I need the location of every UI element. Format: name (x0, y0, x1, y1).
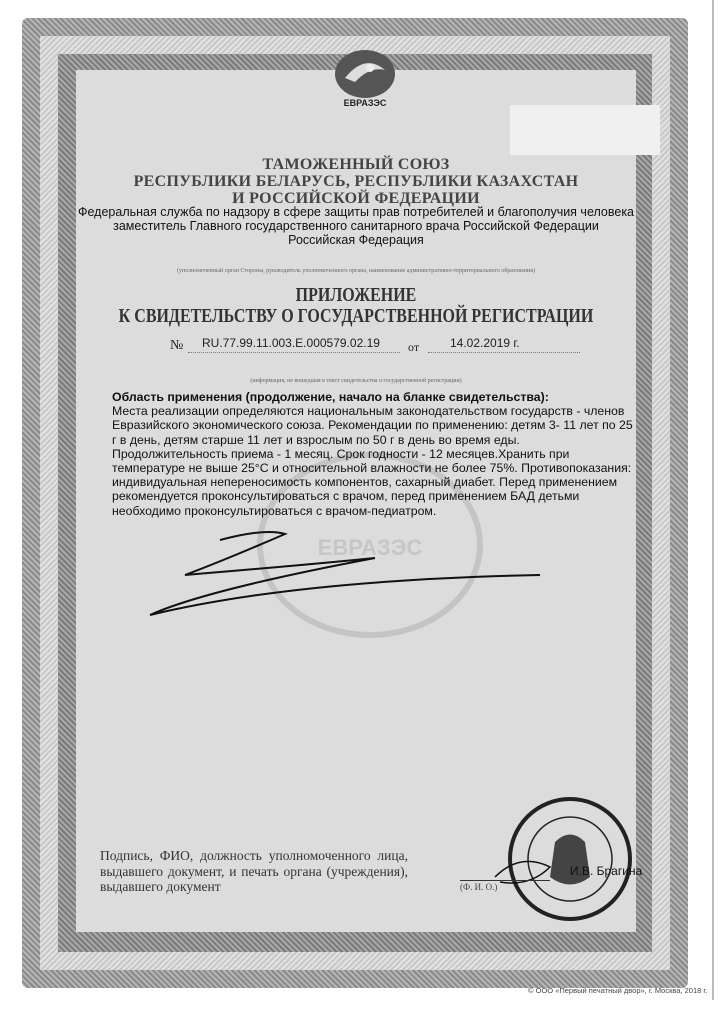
svg-text:ЕВРАЗЭС: ЕВРАЗЭС (317, 535, 423, 560)
redacted-patch (510, 105, 660, 155)
organization-line-2: заместитель Главного государственного санитарного врача Российской Федерации (113, 219, 599, 233)
logo-text: ЕВРАЗЭС (343, 98, 387, 108)
scope-section (112, 390, 634, 518)
organization-line-3: Российская Федерация (288, 233, 424, 247)
header-line-2: РЕСПУБЛИКИ БЕЛАРУСЬ, РЕСПУБЛИКИ КАЗАХСТАН (133, 173, 579, 190)
header-line-3: И РОССИЙСКОЙ ФЕДЕРАЦИИ (232, 190, 480, 207)
fio-caption: (Ф. И. О.) (460, 880, 550, 892)
signer-name: И.В. Брагина (570, 864, 643, 878)
registration-number-row (170, 336, 580, 354)
registration-number: RU.77.99.11.003.E.000579.02.19 (202, 336, 380, 350)
handwritten-mark (145, 520, 545, 630)
official-stamp (490, 797, 643, 922)
title-line-1: ПРИЛОЖЕНИЕ (295, 284, 417, 306)
scope-text: Места реализации определяются национальным законодательством государств - членов Евразийского экономического союза. Рекомендации по применению: детям 3- 11 лет по 25 г в день, детям старше 11 лет и взрослым по 50 г в день во время еды. Продолжительность приема - 1 месяц. Срок годности - 12 месяцев.Хранить при температуре не выше 25°С и относительной влажности не более 75%. Противопоказания: индивидуальная непереносимость компонентов, сахарный диабет. Перед применением рекомендуется проконсультироваться с врачом, перед применением БАД детьми необходимо проконсультироваться с врачом-педиатром. (112, 404, 633, 518)
printer-copyright: © ООО «Первый печатный двор», г. Москва, 2018 г. (528, 986, 708, 995)
scan-edge (712, 0, 714, 1000)
date-label: от (408, 340, 420, 354)
header-line-1: ТАМОЖЕННЫЙ СОЮЗ (262, 156, 450, 173)
registration-caption: (информация, не вошедшая в текст свидетельства о государственной регистрации) (250, 378, 462, 384)
number-label: № (170, 338, 184, 353)
organization-line-1: Федеральная служба по надзору в сфере защиты прав потребителей и благополучия человека (77, 205, 635, 219)
title-line-2: К СВИДЕТЕЛЬСТВУ О ГОСУДАРСТВЕННОЙ РЕГИСТРАЦИИ (118, 305, 594, 327)
authority-caption: (уполномоченный орган Стороны, руководитель уполномоченного органа, наименование административно-территориального образования) (177, 268, 535, 274)
registration-date: 14.02.2019 г. (450, 336, 520, 350)
signature-label: Подпись, ФИО, должность уполномоченного лица, выдавшего документ, и печать органа (учреждения), выдавшего документ (100, 848, 408, 894)
scope-heading: Область применения (продолжение, начало на бланке свидетельства): (112, 390, 549, 404)
eurasec-logo (330, 48, 400, 108)
